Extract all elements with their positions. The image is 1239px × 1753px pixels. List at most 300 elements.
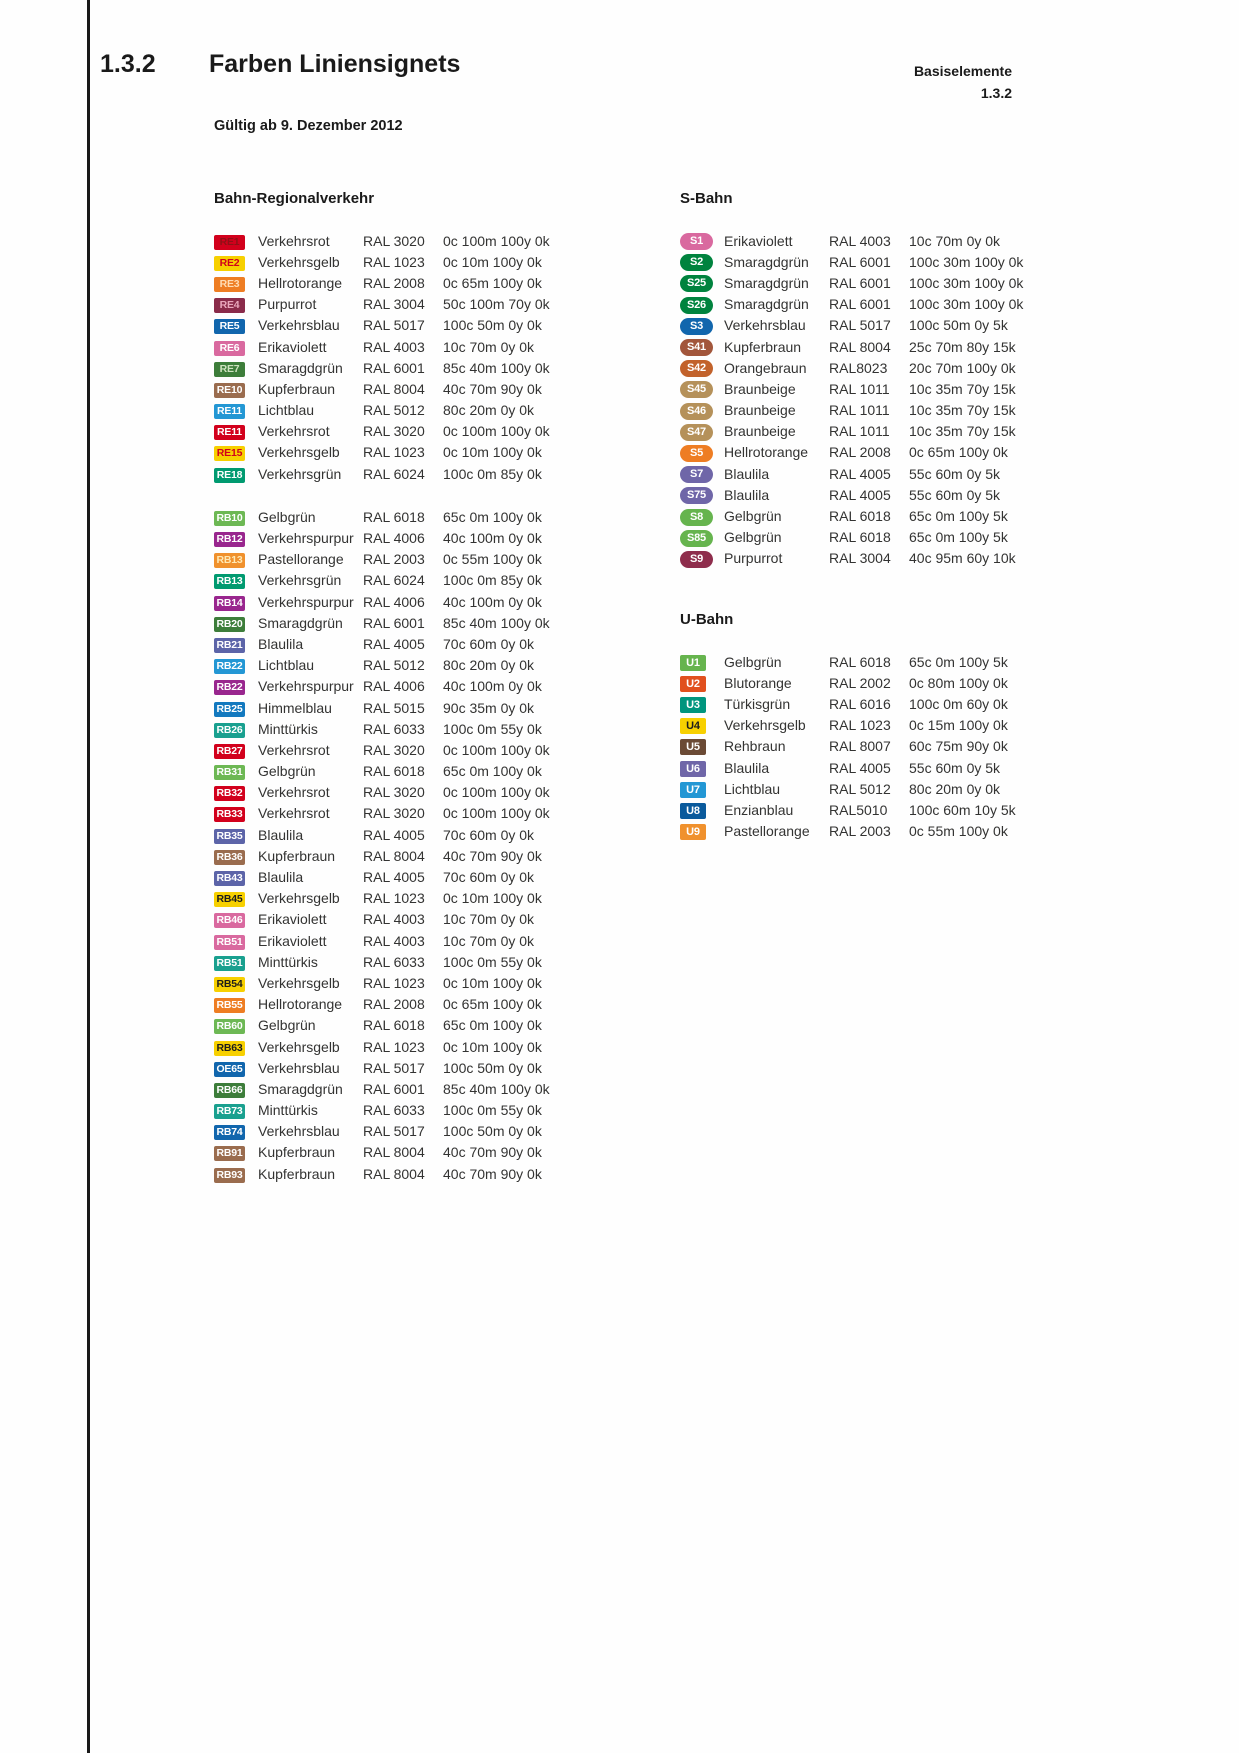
ral-code: RAL 8004 [363, 1165, 425, 1182]
line-badge: S46 [680, 403, 713, 420]
cmyk-values: 80c 20m 0y 0k [443, 657, 535, 674]
ral-code: RAL 6018 [829, 508, 891, 525]
cmyk-values: 60c 75m 90y 0k [909, 738, 1008, 755]
ral-code: RAL 1023 [363, 1038, 425, 1055]
cmyk-values: 10c 35m 70y 15k [909, 402, 1016, 419]
cmyk-values: 100c 50m 0y 0k [443, 1123, 542, 1140]
line-badge: S85 [680, 530, 713, 547]
color-table-row [214, 527, 664, 548]
cmyk-values: 20c 70m 100y 0k [909, 359, 1016, 376]
badge-cell [680, 464, 724, 483]
color-table-row [214, 1057, 664, 1078]
color-name: Hellrotorange [258, 274, 343, 291]
badge-cell [680, 485, 724, 504]
ral-code: RAL 8004 [363, 847, 425, 864]
color-table-row [214, 782, 664, 803]
ral-code: RAL 4006 [363, 678, 425, 695]
ral-code: RAL 6001 [363, 1080, 425, 1097]
color-name: Blaulila [258, 826, 304, 843]
color-name: Blaulila [724, 465, 770, 482]
color-table-row [680, 400, 1110, 421]
color-table-row [214, 1163, 664, 1184]
badge-cell [214, 635, 258, 653]
badge-cell [214, 422, 258, 440]
color-table-row [214, 357, 664, 378]
color-name: Hellrotorange [724, 444, 809, 461]
cmyk-values: 100c 60m 10y 5k [909, 801, 1016, 818]
ral-code: RAL 5012 [829, 780, 891, 797]
color-name: Pastellorange [724, 823, 810, 840]
line-badge: U4 [680, 718, 706, 734]
color-name: Verkehrsgelb [258, 1038, 340, 1055]
cmyk-values: 100c 0m 85y 0k [443, 572, 542, 589]
color-table-row [680, 715, 1110, 736]
color-name: Minttürkis [258, 1102, 318, 1119]
badge-cell [680, 507, 724, 526]
badge-cell [214, 1038, 258, 1056]
line-badge: RB91 [214, 1146, 245, 1161]
ral-code: RAL 6033 [363, 720, 425, 737]
cmyk-values: 100c 0m 55y 0k [443, 953, 542, 970]
ral-code: RAL 4006 [363, 530, 425, 547]
cmyk-values: 0c 100m 100y 0k [443, 784, 550, 801]
badge-cell [214, 316, 258, 334]
line-badge: S25 [680, 275, 713, 292]
line-badge: RB55 [214, 998, 245, 1013]
color-name: Braunbeige [724, 380, 796, 397]
color-table-row [214, 824, 664, 845]
color-table-row [680, 294, 1110, 315]
badge-cell [214, 443, 258, 461]
ral-code: RAL 6033 [363, 1102, 425, 1119]
cmyk-values: 70c 60m 0y 0k [443, 826, 535, 843]
badge-cell [680, 780, 724, 798]
cmyk-values: 80c 20m 0y 0k [443, 402, 535, 419]
badge-cell [680, 737, 724, 755]
cmyk-values: 40c 100m 0y 0k [443, 678, 542, 695]
color-table-row [214, 1078, 664, 1099]
badge-cell [680, 316, 724, 335]
ral-code: RAL 2003 [829, 823, 891, 840]
badge-cell [680, 716, 724, 734]
ral-code: RAL 1023 [829, 717, 891, 734]
badge-cell [214, 720, 258, 738]
ral-code: RAL 6018 [829, 653, 891, 670]
cmyk-values: 10c 35m 70y 15k [909, 380, 1016, 397]
ral-code: RAL 5012 [363, 657, 425, 674]
ral-code: RAL 5017 [363, 317, 425, 334]
color-name: Gelbgrün [258, 508, 316, 525]
header-right [914, 60, 1012, 104]
color-table-row [680, 757, 1110, 778]
ral-code: RAL 6024 [363, 572, 425, 589]
cmyk-values: 100c 50m 0y 5k [909, 317, 1008, 334]
line-badge: RB14 [214, 596, 245, 611]
cmyk-values: 0c 10m 100y 0k [443, 974, 542, 991]
color-name: Erikaviolett [724, 232, 793, 249]
color-name: Blaulila [724, 759, 770, 776]
color-name: Braunbeige [724, 402, 796, 419]
line-badge: RB51 [214, 956, 245, 971]
color-table-row [680, 336, 1110, 357]
cmyk-values: 40c 70m 90y 0k [443, 847, 542, 864]
ral-code: RAL 8007 [829, 738, 891, 755]
cmyk-values: 65c 0m 100y 5k [909, 653, 1008, 670]
cmyk-values: 40c 70m 90y 0k [443, 1165, 542, 1182]
badge-cell [680, 653, 724, 671]
line-badge: S42 [680, 360, 713, 377]
cmyk-values: 40c 95m 60y 10k [909, 550, 1016, 567]
line-badge: RE6 [214, 341, 245, 356]
color-name: Verkehrsblau [724, 317, 806, 334]
header-right-section: 1.3.2 [980, 85, 1012, 101]
badge-cell [680, 273, 724, 292]
badge-cell [680, 422, 724, 441]
cmyk-values: 55c 60m 0y 5k [909, 465, 1001, 482]
color-name: Verkehrspurpur [258, 530, 354, 547]
cmyk-values: 10c 70m 0y 0k [443, 911, 535, 928]
cmyk-values: 0c 10m 100y 0k [443, 253, 542, 270]
color-table-row [214, 506, 664, 527]
color-row-block [214, 506, 664, 1184]
badge-cell [214, 804, 258, 822]
badge-cell [680, 337, 724, 356]
badge-cell [214, 677, 258, 695]
color-name: Hellrotorange [258, 996, 343, 1013]
line-badge: RB66 [214, 1083, 245, 1098]
color-table-row [680, 799, 1110, 820]
cmyk-values: 0c 15m 100y 0k [909, 717, 1008, 734]
badge-cell [214, 1165, 258, 1183]
ral-code: RAL 4005 [363, 869, 425, 886]
ral-code: RAL 4003 [363, 932, 425, 949]
line-badge: RE11 [214, 425, 245, 440]
color-table-row [214, 845, 664, 866]
ral-code: RAL 6018 [829, 529, 891, 546]
color-name: Verkehrsgrün [258, 465, 342, 482]
cmyk-values: 10c 70m 0y 0k [443, 338, 535, 355]
color-table-row [214, 972, 664, 993]
ral-code: RAL 3020 [363, 784, 425, 801]
line-badge: S9 [680, 551, 713, 568]
cmyk-values: 40c 70m 90y 0k [443, 380, 542, 397]
color-name: Smaragdgrün [724, 296, 809, 313]
ral-code: RAL 1011 [829, 423, 890, 440]
color-name: Lichtblau [724, 780, 781, 797]
line-badge: RB27 [214, 744, 245, 759]
line-badge: RB32 [214, 786, 245, 801]
badge-cell [680, 379, 724, 398]
color-table-row [680, 548, 1110, 569]
color-table-row [214, 294, 664, 315]
color-table-row [680, 821, 1110, 842]
color-name: Smaragdgrün [258, 359, 343, 376]
line-badge: S3 [680, 318, 713, 335]
color-name: Enzianblau [724, 801, 794, 818]
color-name: Verkehrsblau [258, 1123, 340, 1140]
ral-code: RAL 4005 [829, 465, 891, 482]
color-name: Verkehrsrot [258, 805, 330, 822]
cmyk-values: 65c 0m 100y 0k [443, 1017, 542, 1034]
color-name: Verkehrsblau [258, 317, 340, 334]
color-table-row [214, 251, 664, 272]
cmyk-values: 100c 30m 100y 0k [909, 274, 1024, 291]
ral-code: RAL 8004 [363, 1144, 425, 1161]
badge-cell [214, 465, 258, 483]
ral-code: RAL 8004 [829, 338, 891, 355]
cmyk-values: 55c 60m 0y 5k [909, 486, 1001, 503]
cmyk-values: 70c 60m 0y 0k [443, 869, 535, 886]
line-badge: RB74 [214, 1125, 245, 1140]
color-table-row [680, 230, 1110, 251]
color-table-row [680, 778, 1110, 799]
badge-cell [214, 295, 258, 313]
ral-code: RAL 4003 [363, 911, 425, 928]
cmyk-values: 0c 55m 100y 0k [443, 551, 542, 568]
color-table-row [214, 1015, 664, 1036]
line-badge: RE15 [214, 446, 245, 461]
badge-cell [214, 550, 258, 568]
line-badge: U5 [680, 739, 706, 755]
badge-cell [680, 401, 724, 420]
cmyk-values: 90c 35m 0y 0k [443, 699, 535, 716]
ral-code: RAL 4005 [363, 826, 425, 843]
line-badge: U9 [680, 824, 706, 840]
line-badge: RB20 [214, 617, 245, 632]
badge-cell [214, 380, 258, 398]
color-table-row [680, 442, 1110, 463]
ral-code: RAL 1023 [363, 444, 425, 461]
cmyk-values: 85c 40m 100y 0k [443, 1080, 550, 1097]
line-badge: RE3 [214, 277, 245, 292]
cmyk-values: 10c 70m 0y 0k [443, 932, 535, 949]
line-badge: RB33 [214, 807, 245, 822]
color-name: Pastellorange [258, 551, 344, 568]
color-name: Smaragdgrün [258, 1080, 343, 1097]
color-table-row [680, 736, 1110, 757]
ral-code: RAL 8004 [363, 380, 425, 397]
cmyk-values: 100c 50m 0y 0k [443, 1059, 542, 1076]
line-badge: RE1 [214, 235, 245, 250]
line-badge: RB25 [214, 702, 245, 717]
badge-cell [214, 1143, 258, 1161]
line-badge: RB35 [214, 829, 245, 844]
ral-code: RAL 3020 [363, 805, 425, 822]
color-table-row [680, 484, 1110, 505]
cmyk-values: 40c 70m 90y 0k [443, 1144, 542, 1161]
color-name: Verkehrsgelb [724, 717, 806, 734]
page-edge-line [87, 0, 90, 1753]
badge-cell [680, 443, 724, 462]
ral-code: RAL 3004 [829, 550, 891, 567]
cmyk-values: 100c 0m 55y 0k [443, 720, 542, 737]
color-name: Verkehrsgelb [258, 974, 340, 991]
color-name: Erikaviolett [258, 911, 327, 928]
badge-cell [214, 359, 258, 377]
cmyk-values: 40c 100m 0y 0k [443, 593, 542, 610]
ral-code: RAL 2003 [363, 551, 425, 568]
color-table-row [680, 463, 1110, 484]
line-badge: RB60 [214, 1019, 245, 1034]
color-name: Braunbeige [724, 423, 796, 440]
line-badge: RE11 [214, 404, 245, 419]
badge-cell [214, 1122, 258, 1140]
line-badge: RB13 [214, 574, 245, 589]
line-badge: RB43 [214, 871, 245, 886]
cmyk-values: 85c 40m 100y 0k [443, 614, 550, 631]
cmyk-values: 0c 65m 100y 0k [909, 444, 1008, 461]
line-badge: RB12 [214, 532, 245, 547]
line-badge: U1 [680, 655, 706, 671]
cmyk-values: 100c 0m 55y 0k [443, 1102, 542, 1119]
ral-code: RAL 6018 [363, 1017, 425, 1034]
color-name: Lichtblau [258, 657, 315, 674]
ral-code: RAL 2008 [829, 444, 891, 461]
badge-cell [214, 593, 258, 611]
color-name: Gelbgrün [258, 763, 316, 780]
ral-code: RAL 1011 [829, 380, 890, 397]
color-table-row [214, 633, 664, 654]
color-table-row [214, 442, 664, 463]
badge-cell [214, 401, 258, 419]
badge-cell [214, 571, 258, 589]
color-table-row [214, 463, 664, 484]
line-badge: RB45 [214, 892, 245, 907]
color-name: Purpurrot [724, 550, 783, 567]
cmyk-values: 0c 100m 100y 0k [443, 805, 550, 822]
ral-code: RAL 2002 [829, 674, 891, 691]
ral-code: RAL 6018 [363, 763, 425, 780]
color-table-row [680, 357, 1110, 378]
line-badge: RB10 [214, 511, 245, 526]
color-name: Minttürkis [258, 720, 318, 737]
cmyk-values: 65c 0m 100y 0k [443, 763, 542, 780]
badge-cell [214, 953, 258, 971]
badge-cell [214, 932, 258, 950]
section-number: 1.3.2 [100, 50, 156, 78]
color-row-block [214, 230, 664, 484]
color-table-row [214, 336, 664, 357]
ral-code: RAL 2008 [363, 996, 425, 1013]
ral-code: RAL 1011 [829, 402, 890, 419]
color-table-row [680, 693, 1110, 714]
line-badge: RB54 [214, 977, 245, 992]
color-row-block [680, 230, 1110, 569]
ral-code: RAL 1023 [363, 974, 425, 991]
badge-cell [680, 759, 724, 777]
badge-cell [680, 295, 724, 314]
line-badge: RE2 [214, 256, 245, 271]
color-name: Gelbgrün [724, 529, 782, 546]
color-name: Kupferbraun [258, 380, 336, 397]
color-table-row [214, 655, 664, 676]
badge-cell [214, 783, 258, 801]
color-name: Blaulila [258, 635, 304, 652]
badge-cell [214, 889, 258, 907]
line-badge: RB13 [214, 553, 245, 568]
color-name: Lichtblau [258, 402, 315, 419]
color-table-row [680, 505, 1110, 526]
badge-cell [214, 232, 258, 250]
color-name: Türkisgrün [724, 695, 791, 712]
badge-cell [214, 656, 258, 674]
heading-u-bahn: U-Bahn [680, 611, 734, 628]
color-table-row [214, 866, 664, 887]
line-badge: S26 [680, 297, 713, 314]
line-badge: RE18 [214, 468, 245, 483]
cmyk-values: 70c 60m 0y 0k [443, 635, 535, 652]
color-name: Kupferbraun [724, 338, 802, 355]
cmyk-values: 65c 0m 100y 5k [909, 529, 1008, 546]
color-name: Minttürkis [258, 953, 318, 970]
color-name: Verkehrsgelb [258, 253, 340, 270]
color-name: Blaulila [724, 486, 770, 503]
line-badge: RB46 [214, 913, 245, 928]
color-name: Blaulila [258, 869, 304, 886]
cmyk-values: 40c 100m 0y 0k [443, 530, 542, 547]
ral-code: RAL5010 [829, 801, 888, 818]
color-table-row [214, 951, 664, 972]
color-name: Gelbgrün [724, 508, 782, 525]
ral-code: RAL8023 [829, 359, 888, 376]
line-badge: RB31 [214, 765, 245, 780]
ral-code: RAL 5012 [363, 402, 425, 419]
color-table-row [680, 272, 1110, 293]
badge-cell [214, 614, 258, 632]
ral-code: RAL 6024 [363, 465, 425, 482]
color-table-row [214, 400, 664, 421]
ral-code: RAL 4003 [363, 338, 425, 355]
line-badge: RB73 [214, 1104, 245, 1119]
badge-cell [680, 252, 724, 271]
cmyk-values: 0c 10m 100y 0k [443, 890, 542, 907]
ral-code: RAL 6001 [829, 296, 891, 313]
color-name: Verkehrsrot [258, 741, 330, 758]
ral-code: RAL 3004 [363, 296, 425, 313]
cmyk-values: 65c 0m 100y 0k [443, 508, 542, 525]
cmyk-values: 65c 0m 100y 5k [909, 508, 1008, 525]
u-bahn-color-list [680, 651, 1110, 842]
color-table-row [680, 672, 1110, 693]
line-badge: U2 [680, 676, 706, 692]
line-badge: U7 [680, 782, 706, 798]
cmyk-values: 10c 35m 70y 15k [909, 423, 1016, 440]
cmyk-values: 0c 100m 100y 0k [443, 423, 550, 440]
cmyk-values: 0c 65m 100y 0k [443, 996, 542, 1013]
ral-code: RAL 4005 [829, 486, 891, 503]
line-badge: U3 [680, 697, 706, 713]
color-table-row [680, 251, 1110, 272]
color-name: Erikaviolett [258, 338, 327, 355]
color-name: Verkehrsgelb [258, 444, 340, 461]
badge-cell [214, 253, 258, 271]
color-name: Orangebraun [724, 359, 807, 376]
ral-code: RAL 5017 [829, 317, 891, 334]
badge-cell [680, 231, 724, 250]
color-table-row [680, 378, 1110, 399]
ral-code: RAL 6001 [363, 359, 425, 376]
line-badge: RB36 [214, 850, 245, 865]
cmyk-values: 100c 0m 85y 0k [443, 465, 542, 482]
s-bahn-color-list [680, 230, 1110, 569]
badge-cell [214, 762, 258, 780]
line-badge: RE7 [214, 362, 245, 377]
color-name: Himmelblau [258, 699, 332, 716]
badge-cell [680, 549, 724, 568]
ral-code: RAL 1023 [363, 890, 425, 907]
line-badge: S47 [680, 424, 713, 441]
color-name: Rehbraun [724, 738, 786, 755]
